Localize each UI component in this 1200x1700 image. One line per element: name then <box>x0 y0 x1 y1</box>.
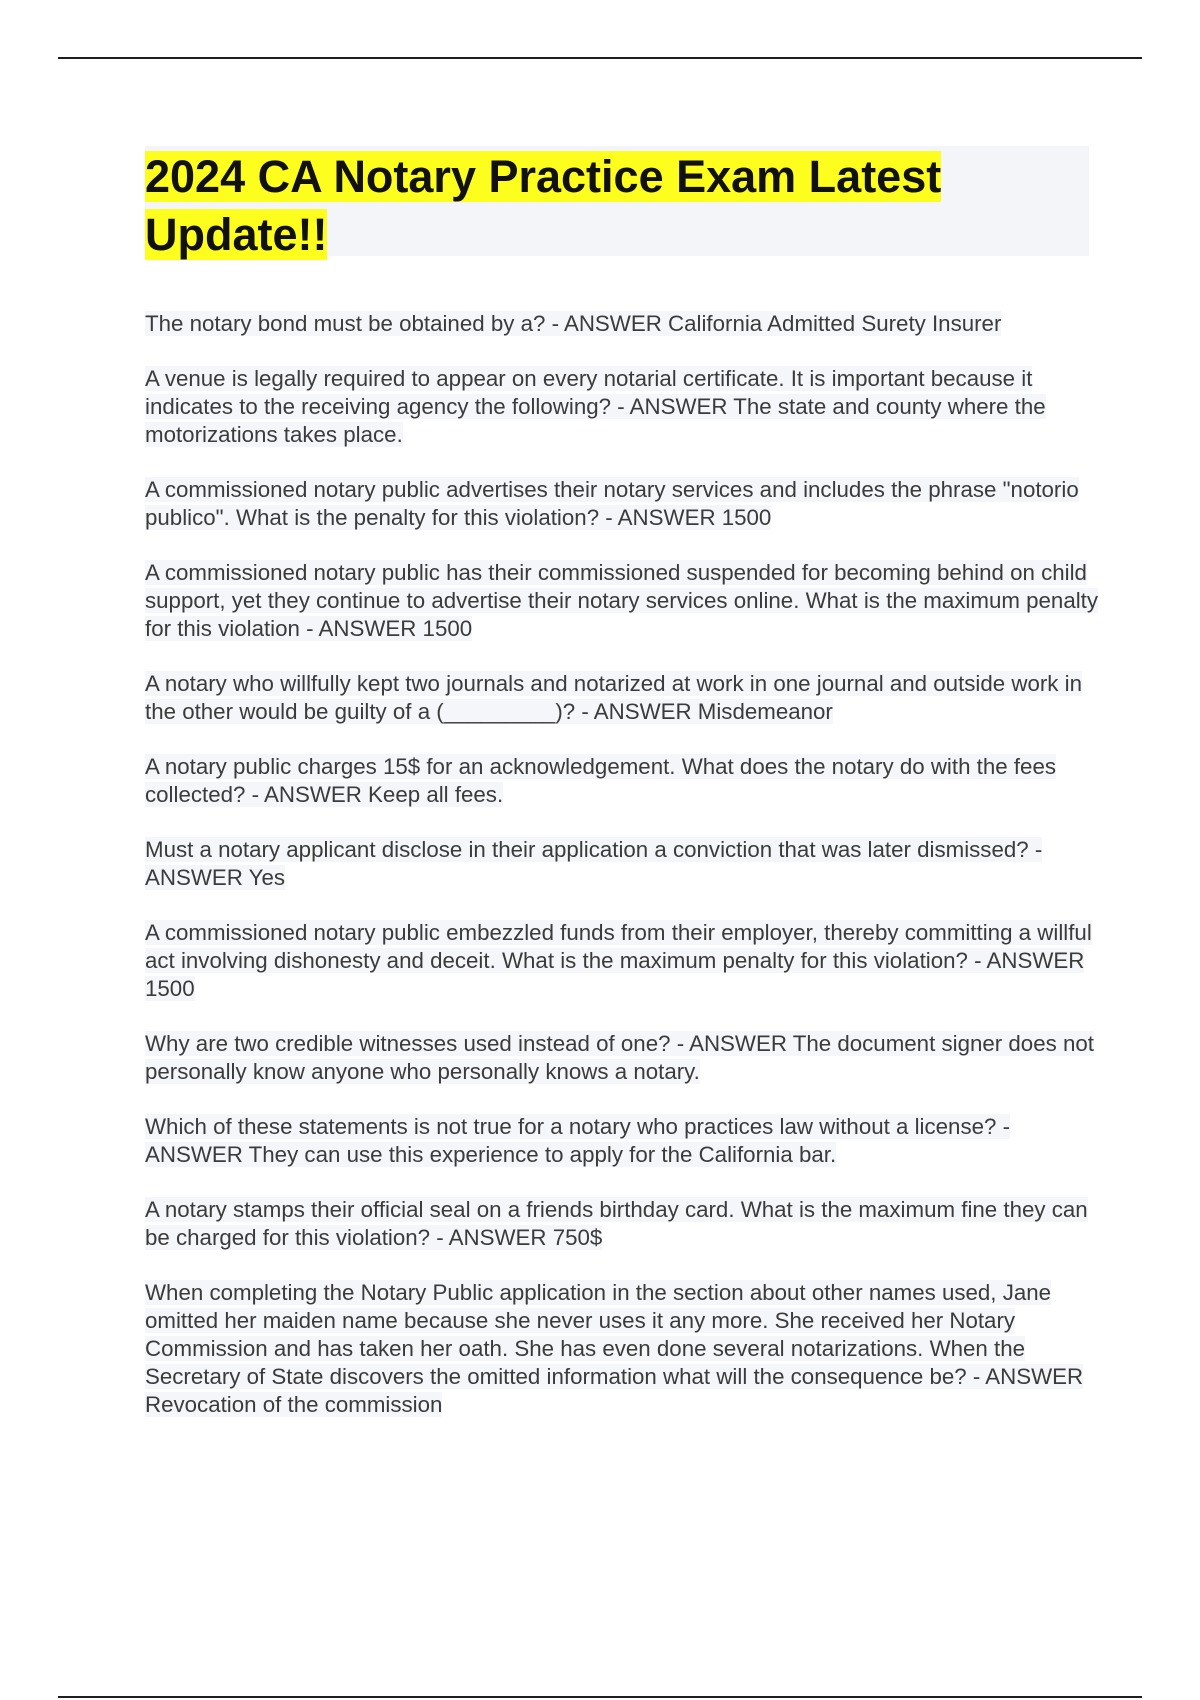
document-title <box>145 146 1089 264</box>
qa-text: When completing the Notary Public application in the section about other names used, Jane omitted her maiden name because she never uses it any more. She received her Notary Commission and has taken her oath. She has even done several notarizations. When the Secretary of State discovers the omitted information what will the consequence be? - ANSWER Revocation of the commission <box>145 1280 1084 1417</box>
qa-text: Which of these statements is not true for a notary who practices law without a license? - ANSWER They can use this experience to apply for the California bar. <box>145 1114 1011 1167</box>
qa-text: A notary who willfully kept two journals and notarized at work in one journal and outside work in the other would be guilty of a (_________)? - ANSWER Misdemeanor <box>145 671 1082 724</box>
qa-item <box>145 919 1105 1003</box>
qa-text: Why are two credible witnesses used instead of one? - ANSWER The document signer does not personally know anyone who personally knows a notary. <box>145 1031 1094 1084</box>
qa-item <box>145 1030 1105 1086</box>
qa-text: A notary public charges 15$ for an acknowledgement. What does the notary do with the fees collected? - ANSWER Keep all fees. <box>145 754 1057 807</box>
qa-text: Must a notary applicant disclose in their application a conviction that was later dismissed? - ANSWER Yes <box>145 837 1043 890</box>
qa-item <box>145 670 1105 726</box>
qa-text: The notary bond must be obtained by a? - ANSWER California Admitted Surety Insurer <box>145 311 1002 336</box>
qa-item <box>145 365 1105 449</box>
title-line-2: Update!! <box>145 209 328 260</box>
qa-text: A commissioned notary public has their commissioned suspended for becoming behind on child support, yet they continue to advertise their notary services online. What is the maximum penalty for this violation - ANSWER 1500 <box>145 560 1099 641</box>
qa-text: A notary stamps their official seal on a friends birthday card. What is the maximum fine they can be charged for this violation? - ANSWER 750$ <box>145 1197 1088 1250</box>
question-answer-list <box>145 310 1105 1446</box>
qa-item <box>145 753 1105 809</box>
top-rule <box>58 57 1142 59</box>
qa-item <box>145 1113 1105 1169</box>
title-line-1: 2024 CA Notary Practice Exam Latest <box>145 151 942 202</box>
qa-item <box>145 1196 1105 1252</box>
qa-item <box>145 1279 1105 1419</box>
qa-item <box>145 559 1105 643</box>
title-block <box>145 146 1089 260</box>
qa-text: A venue is legally required to appear on every notarial certificate. It is important because it indicates to the receiving agency the following? - ANSWER The state and county where the motorizations takes place. <box>145 366 1046 447</box>
qa-text: A commissioned notary public embezzled funds from their employer, thereby committing a willful act involving dishonesty and deceit. What is the maximum penalty for this violation? - ANSWER 1500 <box>145 920 1092 1001</box>
qa-item <box>145 836 1105 892</box>
qa-item <box>145 476 1105 532</box>
bottom-rule <box>58 1696 1142 1698</box>
qa-text: A commissioned notary public advertises their notary services and includes the phrase "notorio publico". What is the penalty for this violation? - ANSWER 1500 <box>145 477 1079 530</box>
qa-item <box>145 310 1105 338</box>
